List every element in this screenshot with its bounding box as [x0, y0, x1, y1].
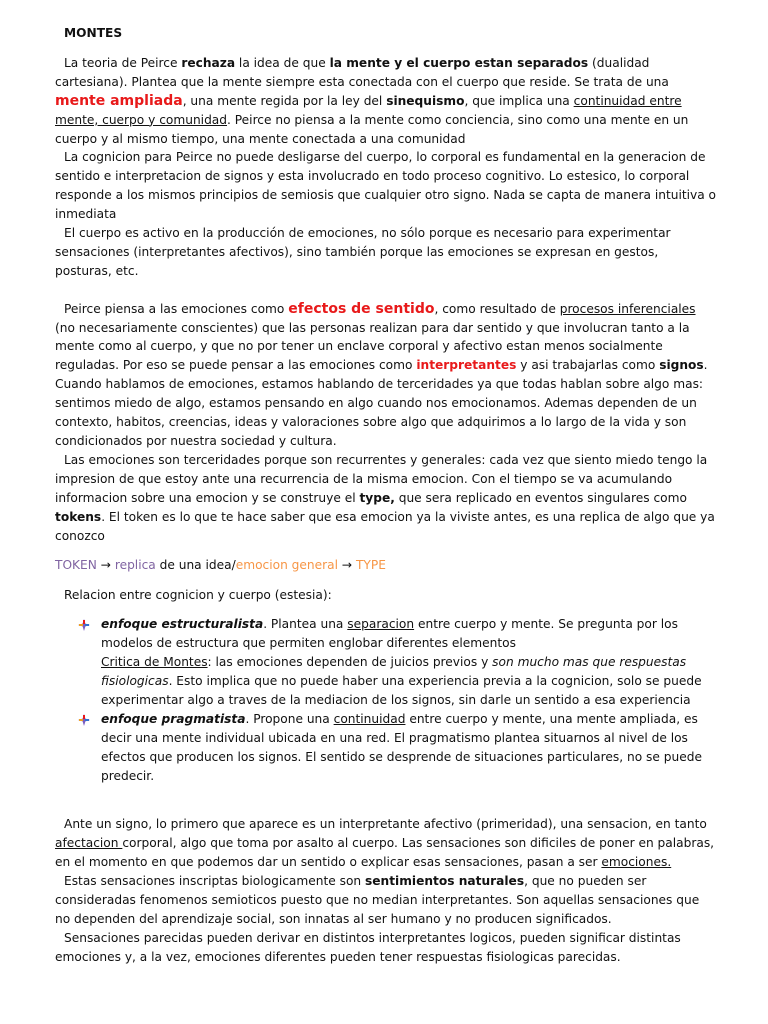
spacer: [55, 804, 717, 815]
paragraph-sensaciones: [55, 872, 717, 929]
paragraph-cognicion: La cognicion para Peirce no puede desligarse del cuerpo, lo corporal es fundamental en la generacion de sentido e interpretacion de signos y esta involucrado en todo proceso cognitivo. Lo estesico, lo corporal responde a los mismos principios de semiosis que cualquier otro signo. Nada se capta de manera intuitiva o inmediata: [55, 150, 717, 222]
bold-text: tokens: [55, 509, 102, 524]
bold-italic-text: enfoque pragmatista: [101, 711, 246, 726]
text: (dualidad cartesiana). Plantea que la mente siempre esta conectada con el cuerpo que reside. Se trata de una: [55, 55, 669, 89]
underlined-text: afectacion: [55, 836, 123, 851]
paragraph-emociones: [55, 300, 717, 451]
relacion-heading: Relacion entre cognicion y cuerpo (estesia):: [64, 588, 332, 603]
text: de una idea/: [155, 558, 236, 573]
arrow: →: [96, 558, 115, 573]
highlight-efectos-de-sentido: efectos de sentido: [288, 300, 435, 317]
text: Las emociones son terceridades porque son recurrentes y generales: cada vez que siento miedo tengo la impresion de que estoy ante una recurrencia de la misma emocion. Con el tiempo se va acumulando informacion sobre una emocion y se construye el: [55, 452, 708, 505]
text: Ante un signo, lo primero que aparece es un interpretante afectivo (primeridad), una sensacion, en tanto: [64, 817, 707, 832]
bold-text: sinequismo: [386, 93, 465, 108]
text: . Esto implica que no puede haber una experiencia previa a la cognicion, solo se puede experimentar algo a traves de la mediacion de los signos, sin darle un sentido a esa experiencia: [101, 673, 702, 707]
text: . Plantea una: [263, 617, 348, 632]
text: y asi trabajarlas como: [516, 358, 660, 373]
paragraph-peirce-theory: [55, 54, 717, 149]
italic-text: son mucho mas que respuestas fisiologicas: [101, 655, 687, 688]
highlight-mente-ampliada: mente ampliada: [55, 92, 183, 109]
underlined-text: continuidad entre mente, cuerpo y comunidad: [55, 93, 682, 127]
text: que sera replicado en eventos singulares como: [394, 490, 687, 505]
text: . El token es lo que te hace saber que esa emocion ya la viviste antes, es una replica de algo que ya conozco: [55, 509, 715, 543]
text: , que no pueden ser consideradas fenomenos semioticos puesto que no median interpretantes. Son aquellas sensaciones que no dependen del aprendizaje social, son innatas al ser humano y no producen significados.: [55, 874, 700, 926]
document-body: [55, 24, 717, 967]
text: , que implica una: [464, 93, 574, 108]
text: . Cuando hablamos de emociones, estamos hablando de terceridades ya que todas hablan sobre algo mas: sentimos miedo de algo, estamos pensando en algo cuando nos emocionamos. Ademas dependen de un contexto, habitos, creencias, ideas y valoraciones sobre algo que adquirimos a lo largo de la vida y son condicionados por nuestra sociedad y cultura.: [55, 358, 708, 449]
bold-italic-text: enfoque estructuralista: [101, 617, 264, 632]
text: (no necesariamente conscientes) que las personas realizan para dar sentido y que involucran tanto a la mente como al cuerpo, y que no por tener un enclave corporal y afectivo estan menos socialmente reguladas. Por eso se puede pensar a las emociones como: [55, 320, 690, 373]
paragraph-sensaciones-parecidas: Sensaciones parecidas pueden derivar en distintos interpretantes logicos, pueden significar distintas emociones y, a la vez, emociones diferentes pueden tener respuestas fisiologicas parecidas.: [55, 930, 681, 964]
text: La teoria de Peirce: [64, 55, 182, 70]
text: la idea de que: [235, 55, 330, 70]
bold-text: la mente y el cuerpo estan separados: [329, 55, 589, 70]
text: entre cuerpo y mente. Se pregunta por los modelos de estructura que permiten englobar diferentes elementos: [101, 617, 678, 651]
text: entre cuerpo y mente, una mente ampliada, es decir una mente individual ubicada en una red. El pragmatismo plantea situarnos al nivel de los efectos que producen los signos. El sentido se desprende de situaciones particulares, no se puede predecir.: [101, 711, 702, 783]
text: Estas sensaciones inscriptas biologicamente son: [64, 874, 366, 889]
spacer: [55, 545, 717, 556]
underlined-text: separacion: [347, 617, 415, 632]
token-label: TOKEN: [55, 558, 97, 573]
token-type-flow: [55, 556, 717, 575]
underlined-text: continuidad: [333, 711, 406, 726]
text: . Propone una: [245, 711, 334, 726]
approach-list: [55, 615, 717, 785]
bold-text: type,: [359, 490, 395, 505]
text: . Peirce no piensa a la mente como conciencia, sino como una mente en un cuerpo y al mismo tiempo, una mente conectada a una comunidad: [55, 112, 689, 146]
underlined-text: procesos inferenciales: [559, 301, 696, 316]
bold-text: signos: [659, 358, 704, 373]
paragraph-terceridades: [55, 451, 717, 546]
spacer: [55, 575, 717, 586]
paragraph-cuerpo-activo: El cuerpo es activo en la producción de emociones, no sólo porque es necesario para experimentar sensaciones (interpretantes afectivos), sino también porque las emociones se expresan en gestos, posturas, etc.: [55, 226, 671, 278]
bold-text: rechaza: [181, 55, 236, 70]
arrow: →: [338, 558, 356, 573]
document-title: MONTES: [64, 26, 123, 40]
critica-label: Critica de Montes: [101, 655, 208, 670]
paragraph-signo: [55, 815, 717, 872]
star-bullet-icon: [78, 714, 90, 726]
spacer: [55, 281, 717, 300]
type-label: TYPE: [355, 558, 386, 573]
text: : las emociones dependen de juicios previos y: [207, 655, 493, 670]
text: , una mente regida por la ley del: [182, 93, 387, 108]
underlined-text: emociones.: [601, 855, 672, 870]
list-item-pragmatista: [101, 710, 717, 786]
text: corporal, algo que toma por asalto al cuerpo. Las sensaciones son dificiles de poner en palabras, en el momento en que podemos dar un sentido o explicar esas sensaciones, pasan a ser: [55, 836, 715, 870]
emocion-general-label: emocion general: [235, 558, 339, 573]
highlight-interpretantes: interpretantes: [416, 358, 517, 373]
bold-text: sentimientos naturales: [365, 874, 525, 889]
text: , como resultado de: [434, 301, 560, 316]
star-bullet-icon: [78, 619, 90, 631]
list-item-estructuralista: [101, 615, 717, 710]
text: Peirce piensa a las emociones como: [64, 301, 289, 316]
replica-label: replica: [114, 558, 156, 573]
spacer: [55, 785, 717, 804]
